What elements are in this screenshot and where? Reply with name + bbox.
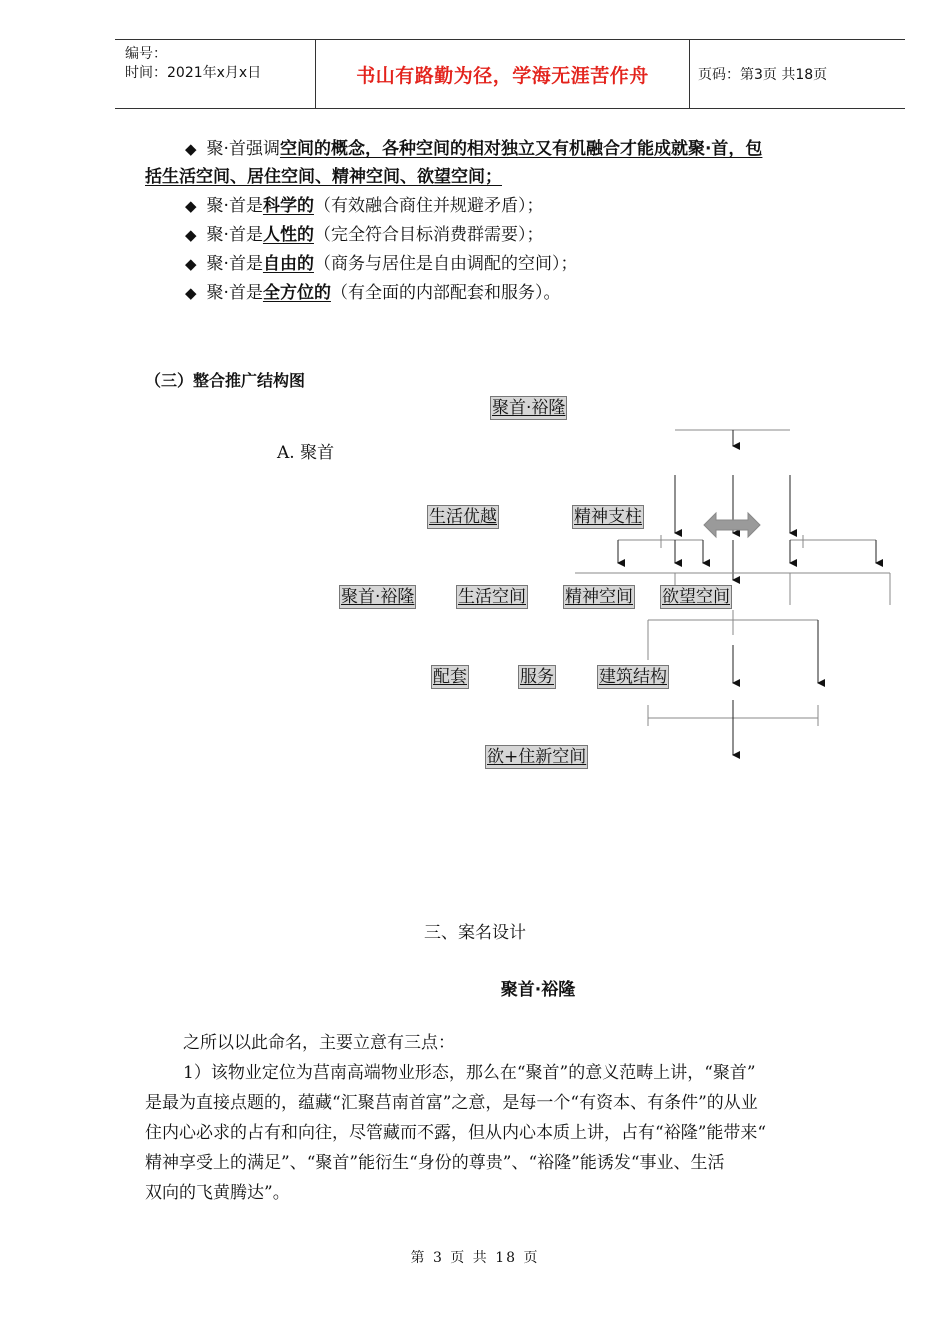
para-line-3: 住内心必求的占有和向往，尽管藏而不露，但从内心本质上讲，占有“裕隆”能带来“ [145, 1123, 767, 1143]
box-desire-space: 欲望空间 [662, 587, 730, 607]
diamond-icon: ◆ [185, 140, 197, 158]
box-new-space: 欲+住新空间 [487, 747, 587, 767]
number-label: 编号： [125, 46, 167, 62]
box-structure: 建筑结构 [599, 667, 667, 687]
box-jushou-yulong: 聚首·裕隆 [341, 587, 415, 607]
bullet-3-prefix: 聚·首是 [206, 225, 263, 245]
naming-intro: 之所以以此命名，主要立意有三点： [183, 1033, 455, 1053]
bullet-4-key: 自由的 [262, 254, 314, 274]
bullet-5-key: 全方位的 [262, 283, 331, 303]
diagram-label-a: A. 聚首 [277, 443, 335, 463]
bullet-3-key: 人性的 [262, 225, 314, 245]
para-line-2: 是最为直接点题的，蕴藏“汇聚莒南首富”之意，是每一个“有资本、有条件”的从业 [145, 1093, 758, 1113]
bullet-4-prefix: 聚·首是 [206, 254, 263, 274]
double-arrow-icon [704, 513, 760, 537]
box-spirit-space: 精神空间 [565, 587, 633, 607]
bullet-1-underlined: 空间的概念，各种空间的相对独立又有机融合才能成就聚·首，包 [279, 139, 763, 159]
bullet-4-note: （商务与居住是自由调配的空间）； [313, 254, 578, 274]
box-facilities: 配套 [433, 667, 467, 687]
box-life-space: 生活空间 [458, 587, 526, 607]
section-title: （三）整合推广结构图 [145, 371, 306, 390]
diamond-icon: ◆ [185, 255, 197, 273]
box-spirit-pillar: 精神支柱 [574, 507, 642, 527]
bullet-2-note: （有效融合商住并规避矛盾）； [313, 196, 544, 216]
bullet-1-line2: 括生活空间、居住空间、精神空间、欲望空间； [145, 167, 502, 187]
page-code: 页码：第3页 共18页 [698, 67, 828, 83]
diagram-top-box: 聚首·裕隆 [492, 398, 566, 418]
para-line-1: 1）该物业定位为莒南高端物业形态，那么在“聚首”的意义范畴上讲，“聚首” [183, 1063, 756, 1083]
box-life-superior: 生活优越 [429, 507, 497, 527]
time-label: 时间：2021年x月x日 [125, 65, 262, 81]
bullet-2-prefix: 聚·首是 [206, 196, 263, 216]
page-footer: 第 3 页 共 18 页 [410, 1250, 540, 1266]
para-line-5: 双向的飞黄腾达”。 [145, 1183, 290, 1203]
diamond-icon: ◆ [185, 197, 197, 215]
motto: 书山有路勤为径，学海无涯苦作舟 [356, 64, 649, 87]
bullet-5-prefix: 聚·首是 [206, 283, 263, 303]
bullet-5-note: （有全面的内部配套和服务）。 [330, 283, 561, 303]
bullet-2-key: 科学的 [262, 196, 314, 216]
para-line-4: 精神享受上的满足”、“聚首”能衍生“身份的尊贵”、“裕隆”能诱发“事业、生活 [145, 1153, 725, 1173]
box-service: 服务 [520, 667, 554, 687]
naming-name: 聚首·裕隆 [500, 980, 576, 1000]
bullet-1-prefix: 聚·首强调 [206, 139, 280, 159]
naming-heading: 三、案名设计 [424, 923, 526, 943]
diamond-icon: ◆ [185, 226, 197, 244]
bullet-3-note: （完全符合目标消费群需要）； [313, 225, 544, 245]
diamond-icon: ◆ [185, 284, 197, 302]
